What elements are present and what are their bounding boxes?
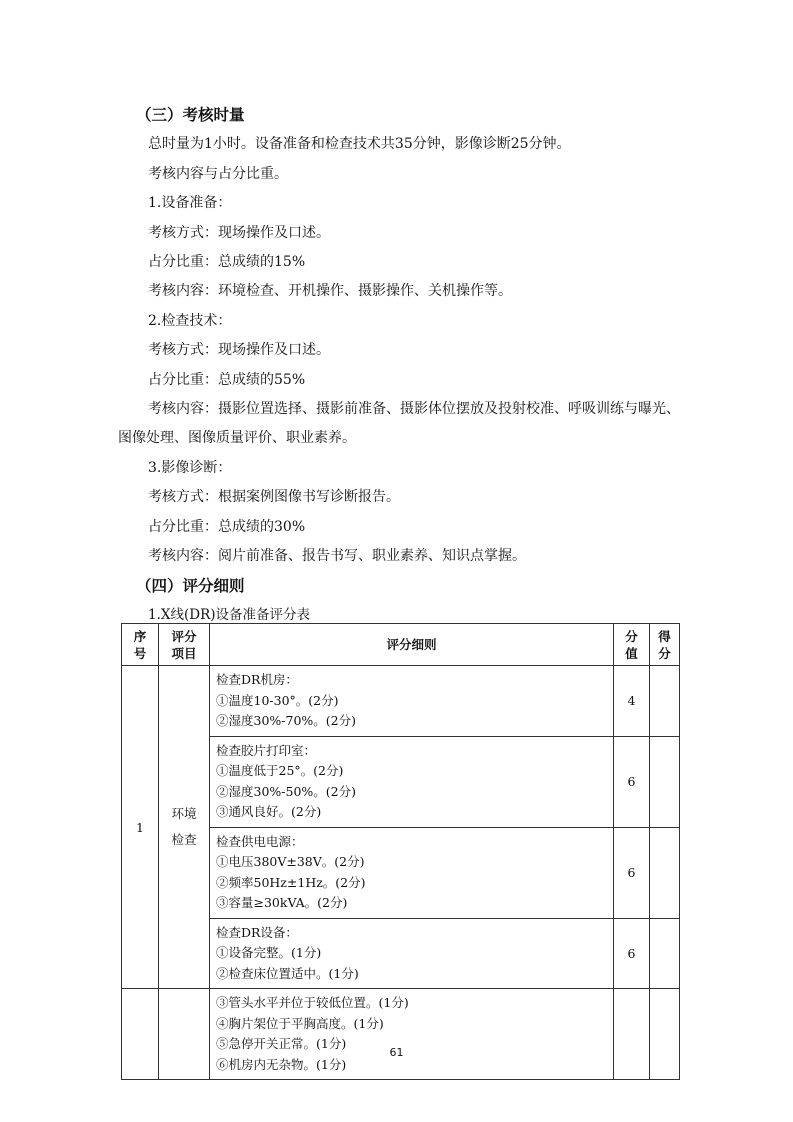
paragraph: 3.影像诊断： (148, 459, 232, 476)
score-cell (614, 989, 650, 1080)
header-obtained: 得分 (650, 624, 680, 666)
detail-cell (210, 666, 614, 737)
detail-line: ②频率50Hz±1Hz。(2分) (216, 874, 366, 890)
paragraph: 总时量为1小时。设备准备和检查技术共35分钟，影像诊断25分钟。 (148, 136, 571, 153)
paragraph: 考核方式：现场操作及口述。 (148, 224, 330, 241)
detail-line: ①电压380V±38V。(2分) (216, 854, 365, 869)
paragraph: 考核方式：现场操作及口述。 (148, 342, 330, 359)
detail-line: ③管头水平并位于较低位置。(1分) (216, 995, 409, 1010)
score-cell: 6 (614, 736, 650, 827)
detail-line: ②检查床位置适中。(1分) (216, 965, 359, 981)
score-cell: 4 (614, 666, 650, 737)
detail-line: ①设备完整。(1分) (216, 945, 322, 960)
detail-line: ②湿度30%-70%。(2分) (216, 713, 356, 728)
obtained-score-cell[interactable] (650, 989, 680, 1080)
paragraph: 2.检查技术： (148, 312, 232, 329)
detail-line: ①温度低于25°。(2分) (216, 763, 344, 778)
seq-cell: 1 (122, 666, 159, 989)
seq-cell (122, 989, 159, 1080)
paragraph: 占分比重：总成绩的15% (148, 254, 306, 271)
detail-line: ⑤急停开关正常。(1分) (216, 1036, 347, 1051)
detail-line: 检查胶片打印室： (216, 742, 317, 758)
detail-line: ①温度10-30°。(2分) (216, 692, 339, 708)
scoring-table (121, 623, 680, 1080)
detail-line: 检查DR机房： (216, 672, 298, 687)
item-cell (159, 989, 210, 1080)
paragraph: 考核内容：阅片前准备、报告书写、职业素养、知识点掌握。 (148, 548, 526, 565)
header-score: 分值 (614, 624, 650, 666)
header-seq: 序号 (122, 624, 159, 666)
table-caption: 1.X线(DR)设备准备评分表 (148, 606, 311, 623)
detail-line: 检查DR设备： (216, 924, 298, 940)
obtained-score-cell[interactable] (650, 736, 680, 827)
score-cell: 6 (614, 827, 650, 918)
paragraph: 考核内容：摄影位置选择、摄影前准备、摄影体位摆放及投射校准、呼吸训练与曝光、图像处理、图像质量评价、职业素养。 (118, 401, 680, 447)
document-body (118, 101, 680, 630)
table-row (122, 666, 680, 737)
paragraph: 考核内容：环境检查、开机操作、摄影操作、关机操作等。 (148, 283, 512, 300)
detail-line: ④胸片架位于平胸高度。(1分) (216, 1015, 384, 1031)
paragraph: 考核内容与占分比重。 (148, 165, 288, 182)
score-cell: 6 (614, 918, 650, 989)
detail-line: ③通风良好。(2分) (216, 804, 322, 819)
paragraph: 考核方式：根据案例图像书写诊断报告。 (148, 489, 400, 506)
detail-line: ③容量≥30kVA。(2分) (216, 895, 348, 910)
item-cell: 环境检查 (159, 666, 210, 989)
header-item: 评分项目 (159, 624, 210, 666)
detail-cell (210, 827, 614, 918)
detail-cell (210, 736, 614, 827)
section-heading: （三）考核时量 (136, 106, 245, 124)
section-heading: （四）评分细则 (136, 576, 245, 595)
table-header-row (122, 624, 680, 666)
detail-line: ⑥机房内无杂物。(1分) (216, 1056, 347, 1072)
obtained-score-cell[interactable] (650, 666, 680, 737)
page-number: 61 (389, 1046, 404, 1059)
paragraph: 1.设备准备： (148, 195, 232, 212)
table-row (122, 989, 680, 1080)
obtained-score-cell[interactable] (650, 827, 680, 918)
paragraph: 占分比重：总成绩的30% (148, 518, 306, 535)
detail-line: ②湿度30%-50%。(2分) (216, 783, 356, 799)
detail-line: 检查供电电源： (216, 833, 304, 849)
detail-cell (210, 989, 614, 1080)
obtained-score-cell[interactable] (650, 918, 680, 989)
header-detail: 评分细则 (210, 624, 614, 666)
paragraph: 占分比重：总成绩的55% (148, 371, 306, 388)
detail-cell (210, 918, 614, 989)
